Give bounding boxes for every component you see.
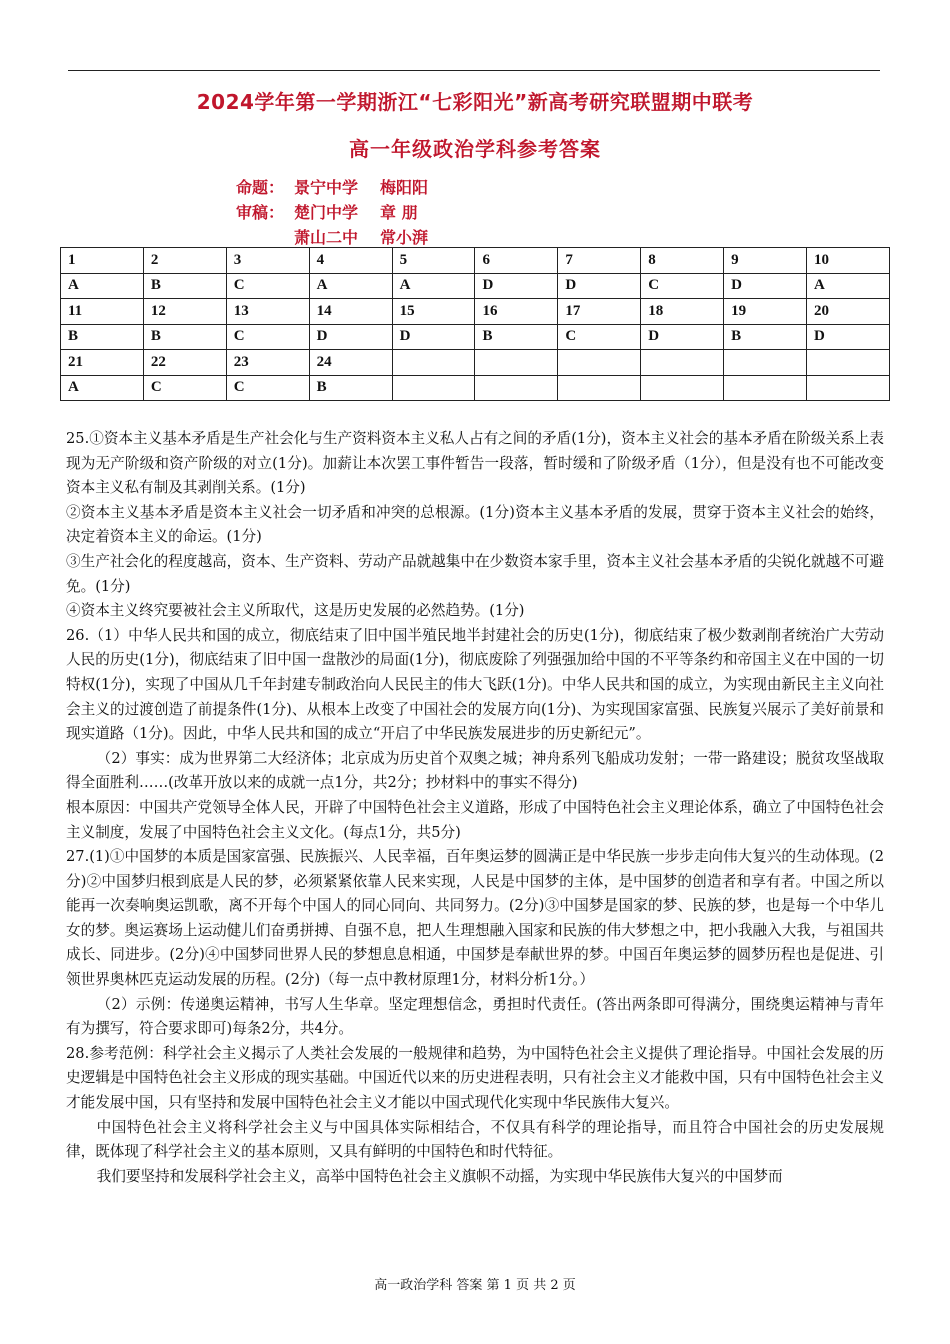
question-number-cell: 19 xyxy=(724,299,807,325)
answer-cell: A xyxy=(392,273,475,299)
question-number-cell: 21 xyxy=(61,350,144,376)
top-rule xyxy=(68,70,880,71)
answer-cell: C xyxy=(226,375,309,401)
answer-cell: A xyxy=(309,273,392,299)
answer-cell: A xyxy=(61,375,144,401)
answer-paragraph: ②资本主义基本矛盾是资本主义社会一切矛盾和冲突的总根源。(1分)资本主义基本矛盾的发展，贯穿于资本主义社会的始终，决定着资本主义的命运。(1分) xyxy=(66,503,884,546)
question-number-cell xyxy=(807,350,890,376)
credit-line xyxy=(236,175,428,200)
credits-block xyxy=(236,175,428,250)
credit-name: 梅阳阳 xyxy=(380,178,429,197)
question-number-cell: 10 xyxy=(807,248,890,274)
answer-paragraph: 根本原因：中国共产党领导全体人民，开辟了中国特色社会主义道路，形成了中国特色社会主义理论体系，确立了中国特色社会主义制度，发展了中国特色社会主义文化。(每点1分，共5分) xyxy=(66,798,884,841)
question-number-cell: 24 xyxy=(309,350,392,376)
question-number-cell: 17 xyxy=(558,299,641,325)
question-number-cell xyxy=(475,350,558,376)
answer-cell xyxy=(807,375,890,401)
answer-paragraph: （2）事实：成为世界第二大经济体；北京成为历史首个双奥之城；神舟系列飞船成功发射；一带一路建设；脱贫攻坚战取得全面胜利……(改革开放以来的成就一点1分，共2分；抄材料中的事实不得分) xyxy=(66,749,884,792)
answer-cell xyxy=(475,375,558,401)
question-number-cell: 11 xyxy=(61,299,144,325)
question-number-cell: 15 xyxy=(392,299,475,325)
answer-cell xyxy=(558,375,641,401)
answer-cell: C xyxy=(226,324,309,350)
question-number-cell: 13 xyxy=(226,299,309,325)
document-title: 2024学年第一学期浙江“七彩阳光”新高考研究联盟期中联考 xyxy=(196,90,754,114)
answer-cell xyxy=(392,375,475,401)
question-number-cell: 8 xyxy=(641,248,724,274)
question-number-cell xyxy=(641,350,724,376)
question-number-cell xyxy=(392,350,475,376)
question-number-cell: 1 xyxy=(61,248,144,274)
credit-name: 章 朋 xyxy=(380,203,418,222)
question-number-cell xyxy=(558,350,641,376)
credit-school: 萧山二中 xyxy=(294,228,359,247)
answer-cell: D xyxy=(475,273,558,299)
answer-cell: D xyxy=(392,324,475,350)
question-number-cell: 6 xyxy=(475,248,558,274)
answer-cell: B xyxy=(309,375,392,401)
question-number-cell: 12 xyxy=(143,299,226,325)
document-subtitle: 高一年级政治学科参考答案 xyxy=(349,137,601,161)
answer-paragraph: 25.①资本主义基本矛盾是生产社会化与生产资料资本主义私人占有之间的矛盾(1分)，资本主义社会的基本矛盾在阶级关系上表现为无产阶级和资产阶级的对立(1分)。加薪让本次罢工事件暂告一段落，暂时缓和了阶级矛盾（1分），但是没有也不可能改变资本主义私有制及其剥削关系。(1分) xyxy=(66,430,884,497)
answer-paragraph: （2）示例：传递奥运精神，书写人生华章。坚定理想信念，勇担时代责任。(答出两条即可得满分，围绕奥运精神与青年有为撰写，符合要求即可)每条2分，共4分。 xyxy=(66,995,884,1038)
question-number-cell xyxy=(724,350,807,376)
answer-table xyxy=(60,247,890,401)
answer-cell xyxy=(641,375,724,401)
credit-school: 景宁中学 xyxy=(294,178,359,197)
answer-cell: B xyxy=(724,324,807,350)
answer-cell: C xyxy=(558,324,641,350)
answer-body xyxy=(66,427,884,1189)
question-number-cell: 9 xyxy=(724,248,807,274)
answer-paragraph: 26.（1）中华人民共和国的成立，彻底结束了旧中国半殖民地半封建社会的历史(1分)，彻底结束了极少数剥削者统治广大劳动人民的历史(1分)，彻底结束了旧中国一盘散沙的局面(1分)，彻底废除了列强强加给中国的不平等条约和帝国主义在中国的一切特权(1分)，实现了中国从几千年封建专制政治向人民民主的伟大飞跃(1分)。中华人民共和国的成立，为实现由新民主主义向社会主义的过渡创造了前提条件(1分)、从根本上改变了中国社会的发展方向(1分)、为实现国家富强、民族复兴展示了美好前景和现实道路（1分)。因此，中华人民共和国的成立“开启了中华民族发展进步的历史新纪元”。 xyxy=(66,626,884,743)
answer-paragraph: ③生产社会化的程度越高，资本、生产资料、劳动产品就越集中在少数资本家手里，资本主义社会基本矛盾的尖锐化就越不可避免。(1分) xyxy=(66,552,884,595)
answer-paragraph: 28.参考范例：科学社会主义揭示了人类社会发展的一般规律和趋势，为中国特色社会主义提供了理论指导。中国社会发展的历史逻辑是中国特色社会主义形成的现实基础。中国近代以来的历史进程表明，只有社会主义才能救中国，只有中国特色社会主义才能发展中国，只有坚持和发展中国特色社会主义才能以中国式现代化实现中华民族伟大复兴。 xyxy=(66,1044,884,1112)
question-number-cell: 16 xyxy=(475,299,558,325)
question-number-cell: 18 xyxy=(641,299,724,325)
question-number-row xyxy=(61,248,890,274)
credit-school: 楚门中学 xyxy=(294,203,359,222)
answer-cell xyxy=(724,375,807,401)
answer-cell: D xyxy=(558,273,641,299)
question-number-cell: 23 xyxy=(226,350,309,376)
answer-cell: B xyxy=(475,324,558,350)
answer-paragraph: 27.(1)①中国梦的本质是国家富强、民族振兴、人民幸福，百年奥运梦的圆满正是中华民族一步步走向伟大复兴的生动体现。(2分)②中国梦归根到底是人民的梦，必须紧紧依靠人民来实现，人民是中国梦的主体，是中国梦的创造者和享有者。中国之所以能再一次奏响奥运凯歌，离不开每个中国人的同心同向、共同努力。(2分)③中国梦是国家的梦、民族的梦，也是每一个中华儿女的梦。奥运赛场上运动健儿们奋勇拼搏、自强不息，把人生理想融入国家和民族的伟大梦想之中，把小我融入大我，与祖国共成长、同进步。(2分)④中国梦同世界人民的梦想息息相通，中国梦是奉献世界的梦。中国百年奥运梦的圆梦历程也是促进、引领世界奥林匹克运动发展的历程。(2分)（每一点中教材原理1分，材料分析1分。） xyxy=(66,848,884,989)
answer-paragraph: 我们要坚持和发展科学社会主义，高举中国特色社会主义旗帜不动摇，为实现中华民族伟大复兴的中国梦而 xyxy=(96,1167,783,1185)
question-number-cell: 14 xyxy=(309,299,392,325)
answer-cell: A xyxy=(61,273,144,299)
answer-row xyxy=(61,324,890,350)
question-number-cell: 22 xyxy=(143,350,226,376)
answer-row xyxy=(61,375,890,401)
question-number-cell: 7 xyxy=(558,248,641,274)
answer-cell: B xyxy=(143,324,226,350)
answer-cell: A xyxy=(807,273,890,299)
question-number-cell: 5 xyxy=(392,248,475,274)
page-footer: 高一政治学科 答案 第 1 页 共 2 页 xyxy=(374,1278,576,1293)
answer-cell: B xyxy=(143,273,226,299)
answer-cell: D xyxy=(724,273,807,299)
credit-line xyxy=(236,200,428,225)
credit-role: 审稿： xyxy=(236,203,285,222)
credit-name: 常小湃 xyxy=(380,228,429,247)
question-number-cell: 4 xyxy=(309,248,392,274)
answer-paragraph: ④资本主义终究要被社会主义所取代，这是历史发展的必然趋势。(1分) xyxy=(66,602,525,620)
answer-cell: D xyxy=(641,324,724,350)
question-number-row xyxy=(61,299,890,325)
answer-cell: C xyxy=(641,273,724,299)
answer-cell: B xyxy=(61,324,144,350)
question-number-cell: 3 xyxy=(226,248,309,274)
credit-role: 命题： xyxy=(236,178,285,197)
answer-cell: C xyxy=(143,375,226,401)
answer-cell: D xyxy=(309,324,392,350)
answer-row xyxy=(61,273,890,299)
question-number-row xyxy=(61,350,890,376)
question-number-cell: 2 xyxy=(143,248,226,274)
question-number-cell: 20 xyxy=(807,299,890,325)
answer-paragraph: 中国特色社会主义将科学社会主义与中国具体实际相结合，不仅具有科学的理论指导，而且符合中国社会的历史发展规律，既体现了科学社会主义的基本原则，又具有鲜明的中国特色和时代特征。 xyxy=(66,1118,884,1161)
answer-cell: C xyxy=(226,273,309,299)
answer-cell: D xyxy=(807,324,890,350)
